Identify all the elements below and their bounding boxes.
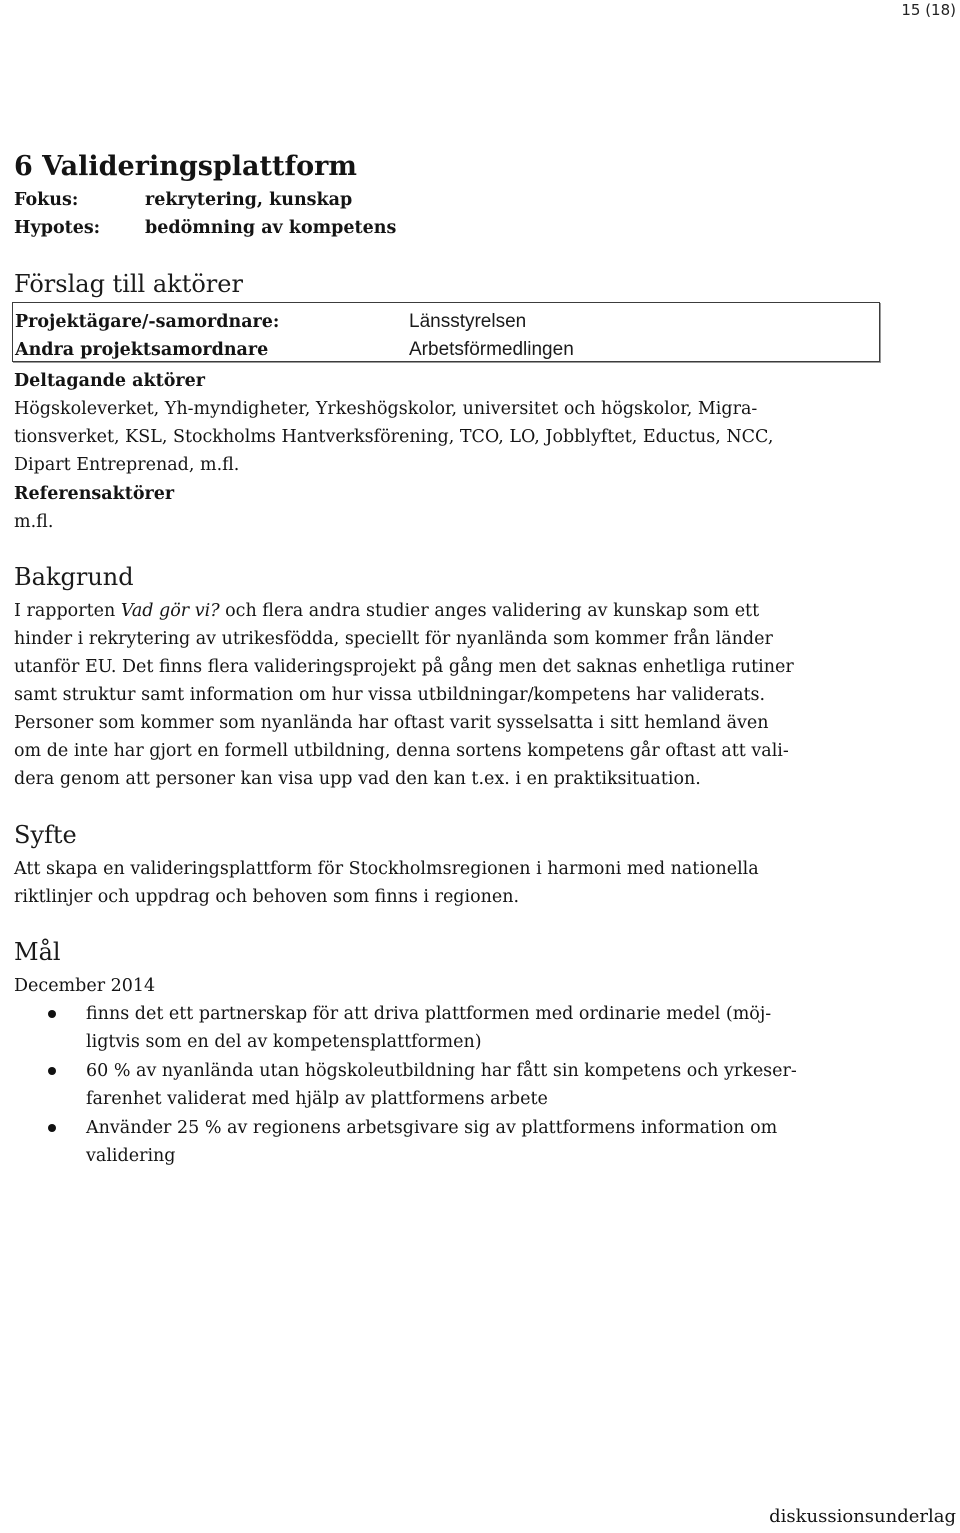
bullet-icon xyxy=(48,1124,56,1132)
participants-line: tionsverket, KSL, Stockholms Hantverksförening, TCO, LO, Jobblyftet, Eductus, NCC, xyxy=(14,427,774,447)
list-item-line: ligtvis som en del av kompetensplattformen) xyxy=(86,1032,482,1052)
fokus-label: Fokus: xyxy=(14,190,79,210)
goals-heading: Mål xyxy=(14,938,61,966)
purpose-paragraph xyxy=(14,855,759,911)
fokus-row xyxy=(14,186,396,214)
background-paragraph xyxy=(14,597,794,793)
list-item xyxy=(0,1057,797,1113)
hypotes-value: bedömning av kompetens xyxy=(145,218,397,238)
goals-date xyxy=(14,972,155,1000)
background-line: om de inte har gjort en formell utbildning, denna sortens kompetens går oftast att vali- xyxy=(14,741,789,761)
reference-block xyxy=(14,480,174,536)
hypotes-label: Hypotes: xyxy=(14,218,101,238)
background-line: utanför EU. Det finns flera valideringsprojekt på gång men det saknas enhetliga rutiner xyxy=(14,657,794,677)
background-line: hinder i rekrytering av utrikesfödda, speciellt för nyanlända som kommer från länder xyxy=(14,629,773,649)
background-line: samt struktur samt information om hur vissa utbildningar/kompetens har validerats. xyxy=(14,685,766,705)
meta-block xyxy=(14,186,396,242)
reference-heading: Referensaktörer xyxy=(14,484,175,504)
participants-line: Dipart Entreprenad, m.fl. xyxy=(14,455,240,475)
reference-line: m.fl. xyxy=(14,512,54,532)
hypotes-row xyxy=(14,214,396,242)
background-line xyxy=(14,597,794,625)
background-intro-rest: och flera andra studier anges validering av kunskap som ett xyxy=(219,601,760,621)
background-line: Personer som kommer som nyanlända har oftast varit sysselsatta i sitt hemland även xyxy=(14,713,769,733)
section-title: 6 Valideringsplattform xyxy=(14,151,357,182)
box-row-co-coordinator xyxy=(13,336,879,364)
background-line: dera genom att personer kan visa upp vad den kan t.ex. i en praktiksituation. xyxy=(14,769,701,789)
list-item-line: farenhet validerat med hjälp av plattformens arbete xyxy=(86,1089,548,1109)
background-heading: Bakgrund xyxy=(14,563,134,591)
owner-label: Projektägare/-samordnare: xyxy=(15,312,280,332)
list-item-line: 60 % av nyanlända utan högskoleutbildning har fått sin kompetens och yrkeser- xyxy=(86,1061,797,1081)
purpose-line: riktlinjer och uppdrag och behoven som finns i regionen. xyxy=(14,887,520,907)
bullet-icon xyxy=(48,1067,56,1075)
list-item-line: finns det ett partnerskap för att driva plattformen med ordinarie medel (möj- xyxy=(86,1004,772,1024)
footer-label: diskussionsunderlag xyxy=(769,1506,956,1527)
list-item-line: validering xyxy=(86,1146,176,1166)
goals-date-text: December 2014 xyxy=(14,976,156,996)
goals-list xyxy=(0,1000,797,1171)
fokus-value: rekrytering, kunskap xyxy=(145,190,353,210)
list-item xyxy=(0,1000,797,1056)
list-item xyxy=(0,1114,797,1170)
page-number: 15 (18) xyxy=(901,1,956,19)
box-row-owner xyxy=(13,308,879,336)
actors-heading: Förslag till aktörer xyxy=(14,270,243,298)
project-owner-box xyxy=(12,302,880,362)
participants-heading: Deltagande aktörer xyxy=(14,371,205,391)
list-item-line: Använder 25 % av regionens arbetsgivare sig av plattformens information om xyxy=(86,1118,778,1138)
co-coordinator-label: Andra projektsamordnare xyxy=(15,340,269,360)
report-title: Vad gör vi? xyxy=(120,601,220,621)
bullet-icon xyxy=(48,1010,56,1018)
participants-block xyxy=(14,367,773,479)
participants-line: Högskoleverket, Yh-myndigheter, Yrkeshögskolor, universitet och högskolor, Migra- xyxy=(14,399,758,419)
co-coordinator-value: Arbetsförmedlingen xyxy=(409,339,574,360)
owner-value: Länsstyrelsen xyxy=(409,311,527,332)
purpose-heading: Syfte xyxy=(14,821,77,849)
purpose-line: Att skapa en valideringsplattform för Stockholmsregionen i harmoni med nationella xyxy=(14,859,759,879)
background-intro-text: I rapporten xyxy=(14,601,121,621)
